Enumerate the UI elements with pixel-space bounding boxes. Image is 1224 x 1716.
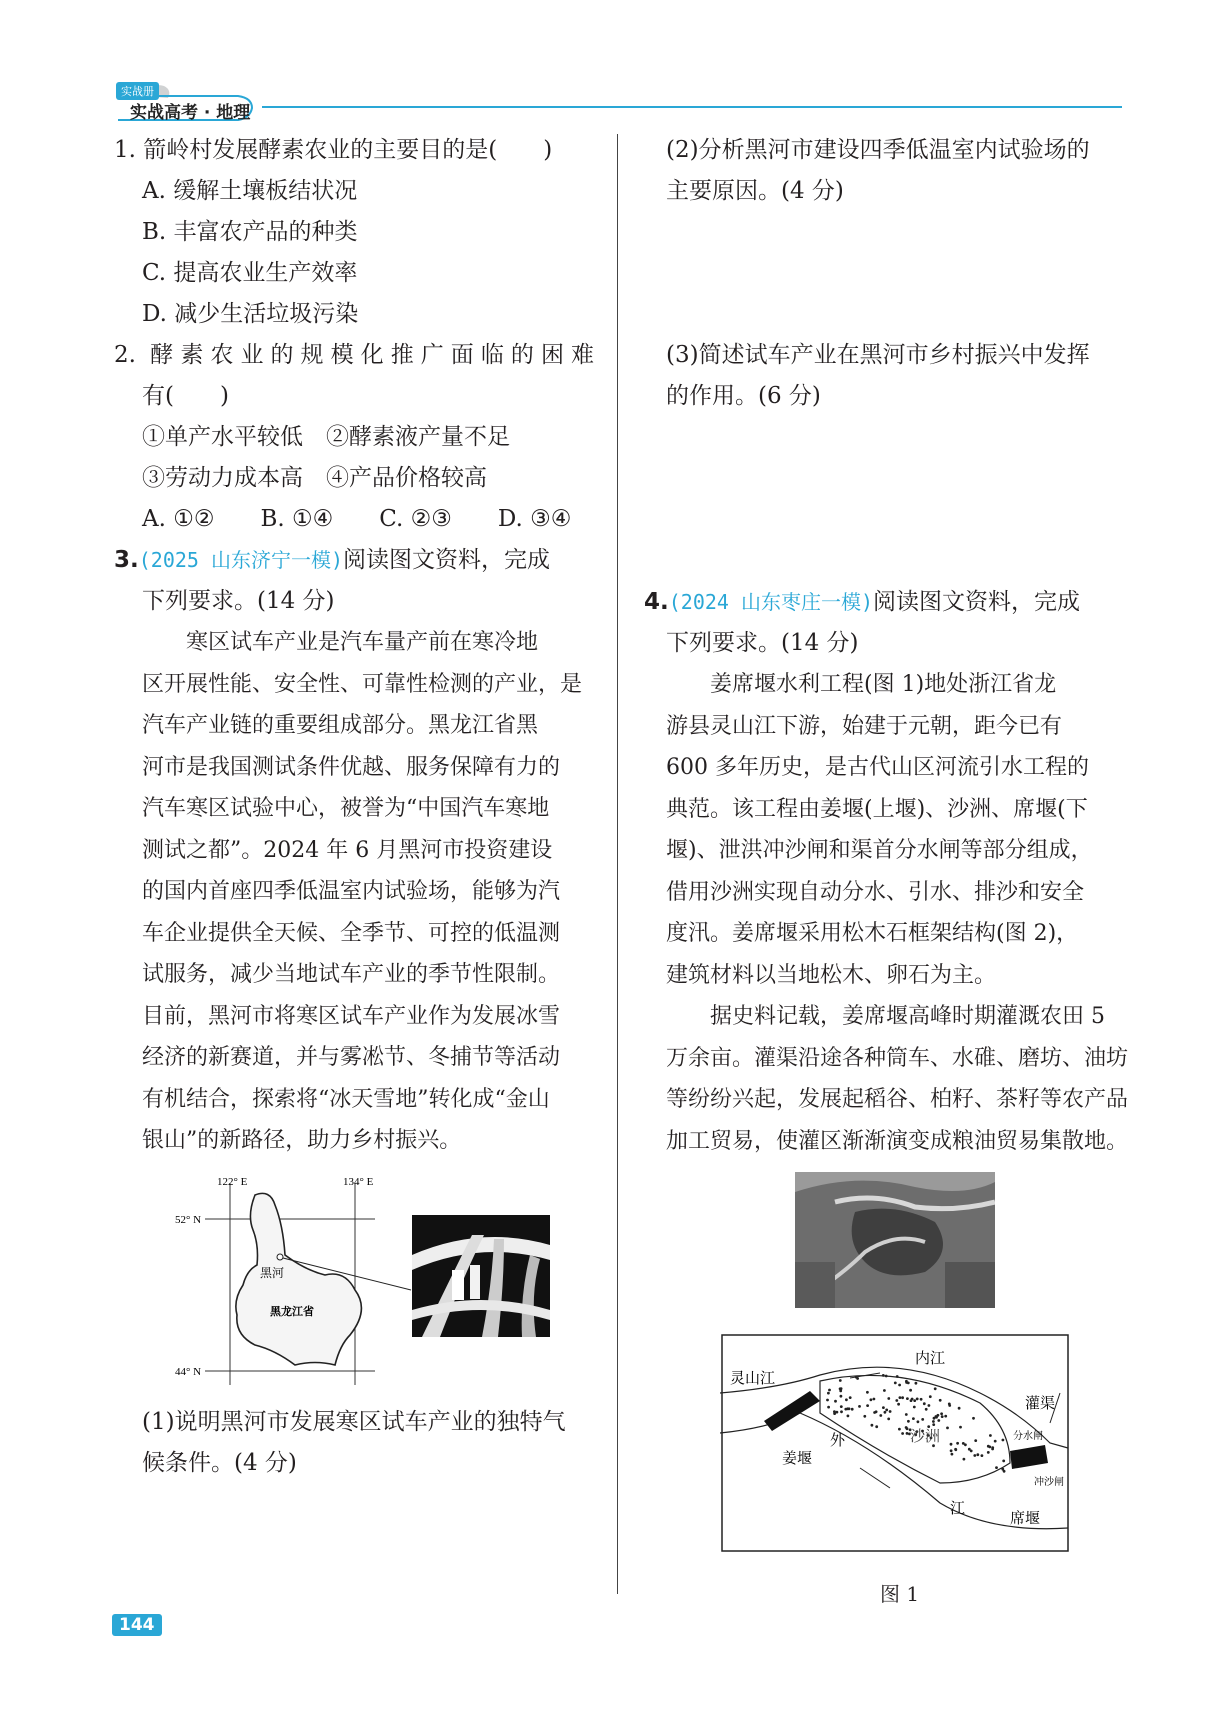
sand-dot	[901, 1396, 904, 1399]
q3-sub3	[644, 335, 1090, 417]
q2-stem-line1: 2. 酵素农业的规模化推广面临的困难	[114, 342, 594, 368]
q4-para1-line: 游县灵山江下游，始建于元朝，距今已有	[666, 713, 1063, 739]
sand-dot	[946, 1427, 949, 1430]
q3-stem-text: 阅读图文资料，完成	[343, 547, 551, 573]
sand-dot	[928, 1404, 931, 1407]
q3-source: (2025 山东济宁一模)	[138, 548, 344, 572]
sand-dot	[844, 1408, 847, 1411]
sand-dot	[884, 1411, 887, 1414]
sand-dot	[1003, 1470, 1006, 1473]
q3-para-line: 的国内首座四季低温室内试验场，能够为汽	[142, 879, 561, 904]
q1-option-d: D. 减少生活垃圾污染	[142, 301, 359, 327]
label-lingshan-river: 灵山江	[730, 1369, 776, 1387]
q3-sub2	[644, 130, 1124, 212]
sand-dot	[905, 1426, 908, 1429]
sand-dot	[834, 1400, 837, 1403]
q2-items-line1: ①单产水平较低 ②酵素液产量不足	[142, 424, 510, 450]
sand-dot	[937, 1419, 940, 1422]
sand-dot	[929, 1395, 932, 1398]
q1-stem: 1. 箭岭村发展酵素农业的主要目的是( )	[114, 137, 553, 163]
q4-number: 4.	[644, 589, 669, 615]
label-river-char: 江	[950, 1499, 966, 1517]
sand-dot	[916, 1398, 919, 1401]
sand-dot	[827, 1406, 830, 1409]
column-divider	[617, 134, 618, 1594]
label-xi-dam: 席堰	[1010, 1509, 1041, 1527]
sand-dot	[898, 1384, 901, 1387]
q3-sub1	[142, 1402, 566, 1484]
q3-para-line: 汽车寒区试验中心，被誉为“中国汽车寒地	[142, 796, 550, 821]
sand-dot	[956, 1442, 959, 1445]
sand-dot	[1002, 1460, 1005, 1463]
right-column	[644, 130, 1129, 1154]
sand-dot	[987, 1451, 990, 1454]
label-outer: 外	[830, 1431, 846, 1449]
sand-dot	[826, 1399, 829, 1402]
sand-dot	[906, 1397, 909, 1400]
sand-dot	[836, 1411, 839, 1414]
sand-dot	[948, 1404, 951, 1407]
sand-dot	[934, 1387, 937, 1390]
sand-dot	[840, 1410, 843, 1413]
page-header	[112, 80, 1122, 122]
sand-dot	[896, 1375, 899, 1378]
sand-dot	[885, 1409, 888, 1412]
sand-dot	[905, 1381, 908, 1384]
sand-dot	[950, 1443, 953, 1446]
q4-para2-line: 据史料记载，姜席堰高峰时期灌溉农田 5	[710, 1004, 1105, 1029]
q4-para1-line: 度汛。姜席堰采用松木石框架结构(图 2)，	[666, 921, 1079, 946]
sand-dot	[913, 1406, 916, 1409]
q3-stem-line1	[114, 540, 594, 581]
sand-dot	[940, 1412, 943, 1415]
sand-dot	[974, 1439, 977, 1442]
sand-dot	[899, 1396, 902, 1399]
sand-dot	[958, 1407, 961, 1410]
sand-dot	[839, 1379, 842, 1382]
sand-dot	[932, 1420, 935, 1423]
q3-para-line: 测试之都”。2024 年 6 月黑河市投资建设	[142, 837, 553, 863]
q4-para1-line: 姜席堰水利工程(图 1)地处浙江省龙	[710, 672, 1057, 697]
sand-dot	[882, 1374, 885, 1377]
q4-para1-line: 典范。该工程由姜堰(上堰)、沙洲、席堰(下	[666, 796, 1088, 822]
sand-dot	[951, 1453, 954, 1456]
sand-dot	[901, 1432, 904, 1435]
sand-dot	[962, 1442, 965, 1445]
sand-dot	[895, 1399, 898, 1402]
sand-dot	[923, 1402, 926, 1405]
map-lat-52: 52° N	[175, 1214, 202, 1226]
q4-para1-line: 建筑材料以当地松木、卵石为主。	[666, 962, 997, 988]
sand-dot	[887, 1397, 890, 1400]
sand-dot	[898, 1428, 901, 1431]
header-rule	[262, 106, 1122, 108]
q3-para-line: 河市是我国测试条件优越、服务保障有力的	[142, 754, 561, 780]
q3-para-line: 目前，黑河市将寒区试车产业作为发展冰雪	[142, 1003, 561, 1029]
map-lon-134: 134° E	[343, 1176, 374, 1188]
q3-sub2-line2: 主要原因。(4 分)	[666, 178, 844, 204]
q3-sub3-line1: (3)简述试车产业在黑河市乡村振兴中发挥	[666, 342, 1090, 368]
sand-dot	[894, 1382, 897, 1385]
sand-dot	[845, 1398, 848, 1401]
sand-dot	[959, 1426, 962, 1429]
q4	[644, 582, 1129, 1162]
sand-dot	[851, 1408, 854, 1411]
sand-dot	[875, 1410, 878, 1413]
sand-dot	[912, 1417, 915, 1420]
sand-dot	[939, 1399, 942, 1402]
sand-dot	[828, 1389, 831, 1392]
sand-dot	[897, 1403, 900, 1406]
q1-option-b: B. 丰富农产品的种类	[142, 219, 358, 245]
sand-dot	[858, 1405, 861, 1408]
q4-para2-line: 等纷纷兴起，发展起稻谷、柏籽、茶籽等农产品	[666, 1087, 1129, 1112]
q3-para-line: 寒区试车产业是汽车量产前在寒冷地	[186, 630, 539, 655]
sand-dot	[954, 1448, 957, 1451]
q4-para1-line: 堰)、泄洪冲沙闸和渠首分水闸等部分组成，	[666, 838, 1093, 863]
q3-number: 3.	[114, 547, 139, 573]
q3-sub2-line1: (2)分析黑河市建设四季低温室内试验场的	[666, 137, 1090, 163]
sand-dot	[906, 1432, 909, 1435]
q1-option-a: A. 缓解土壤板结状况	[142, 178, 358, 204]
label-flush-gate: 冲沙闸	[1034, 1477, 1064, 1488]
map-lon-122: 122° E	[217, 1176, 248, 1188]
q2-items-line2: ③劳动力成本高 ④产品价格较高	[142, 465, 487, 491]
sand-dot	[879, 1414, 882, 1417]
sand-dot	[887, 1418, 890, 1421]
q2-options: A. ①② B. ①④ C. ②③ D. ③④	[142, 506, 572, 532]
q4-stem-text: 阅读图文资料，完成	[873, 589, 1081, 615]
page-number: 144	[112, 1614, 162, 1636]
sand-dot	[873, 1398, 876, 1401]
figure-1-schematic	[720, 1333, 1070, 1553]
sand-dot	[883, 1389, 886, 1392]
header-tag: 实战册	[116, 82, 159, 100]
sand-dot	[921, 1418, 924, 1421]
sand-dot	[994, 1440, 997, 1443]
q3-stem-line2: 下列要求。(14 分)	[142, 588, 335, 614]
q3-sub1-line1: (1)说明黑河市发展寒区试车产业的独特气	[142, 1409, 566, 1435]
sand-dot	[833, 1410, 836, 1413]
label-jiang-dam: 姜堰	[782, 1449, 813, 1467]
q3-para-line: 银山”的新路径，助力乡村振兴。	[142, 1128, 462, 1153]
sand-dot	[920, 1398, 923, 1401]
label-diversion-gate: 分水闸	[1013, 1431, 1043, 1442]
sand-dot	[995, 1466, 998, 1469]
sand-dot	[917, 1420, 920, 1423]
sand-dot	[941, 1415, 944, 1418]
sand-dot	[981, 1454, 984, 1457]
sand-dot	[905, 1413, 908, 1416]
sand-dot	[987, 1445, 990, 1448]
sand-dot	[944, 1415, 947, 1418]
sand-dot	[889, 1410, 892, 1413]
sand-dot	[976, 1453, 979, 1456]
q4-stem-line2: 下列要求。(14 分)	[666, 630, 859, 656]
q3-para-line: 试服务，减少当地试车产业的季节性限制。	[142, 962, 561, 987]
sand-dot	[885, 1375, 888, 1378]
heihe-dot	[277, 1254, 283, 1260]
sand-dot	[989, 1434, 992, 1437]
q3-sub1-line2: 候条件。(4 分)	[142, 1450, 297, 1476]
label-canal: 灌渠	[1025, 1394, 1056, 1412]
sand-dot	[972, 1417, 975, 1420]
q4-para1-line: 借用沙洲实现自动分水、引水、排沙和安全	[666, 879, 1085, 905]
aerial-photo	[795, 1172, 995, 1308]
sand-dot	[950, 1449, 953, 1452]
sand-dot	[907, 1420, 910, 1423]
q3-para-line: 车企业提供全天候、全季节、可控的低温测	[142, 920, 561, 946]
sand-dot	[963, 1458, 966, 1461]
sand-dot	[827, 1392, 830, 1395]
sand-dot	[839, 1387, 842, 1390]
q2-stem-line2: 有( )	[142, 383, 229, 409]
sand-dot	[870, 1398, 873, 1401]
q3-para-line: 汽车产业链的重要组成部分。黑龙江省黑	[142, 713, 539, 738]
map-label-province: 黑龙江省	[270, 1305, 314, 1318]
q4-para1-line: 600 多年历史，是古代山区河流引水工程的	[666, 755, 1089, 780]
sand-dot	[915, 1382, 918, 1385]
label-sandbar: 沙洲	[910, 1427, 941, 1445]
header-title: 实战高考 · 地理	[130, 103, 251, 123]
sand-dot	[848, 1407, 851, 1410]
sand-dot	[849, 1396, 852, 1399]
sand-dot	[968, 1448, 971, 1451]
q4-para2-line: 加工贸易，使灌区渐渐演变成粮油贸易集散地。	[666, 1128, 1129, 1154]
sand-dot	[840, 1395, 843, 1398]
q3-sub3-line2: 的作用。(6 分)	[666, 383, 821, 409]
sand-dot	[875, 1425, 878, 1428]
sand-dot	[866, 1404, 869, 1407]
q1-option-c: C. 提高农业生产效率	[142, 260, 358, 286]
q4-stem-line1	[644, 582, 1124, 623]
sand-dot	[913, 1399, 916, 1402]
q4-source: (2024 山东枣庄一模)	[668, 590, 874, 614]
q3-para-line: 有机结合，探索将“冰天雪地”转化成“金山	[142, 1086, 550, 1112]
q4-para2-line: 万余亩。灌渠沿途各种筒车、水碓、磨坊、油坊	[666, 1045, 1129, 1071]
test-track-photo	[412, 1215, 550, 1337]
sand-dot	[863, 1415, 866, 1418]
sand-dot	[937, 1414, 940, 1417]
sand-dot	[991, 1448, 994, 1451]
sand-dot	[1002, 1439, 1005, 1442]
q3-para-line: 区开展性能、安全性、可靠性检测的产业，是	[142, 671, 583, 697]
sand-dot	[909, 1389, 912, 1392]
q3-para-line: 经济的新赛道，并与雾凇节、冬捕节等活动	[142, 1045, 561, 1070]
sand-dot	[882, 1406, 885, 1409]
map-label-heihe: 黑河	[260, 1266, 285, 1280]
sand-dot	[910, 1399, 913, 1402]
label-inner-river: 内江	[915, 1349, 946, 1367]
sand-dot	[871, 1424, 874, 1427]
sand-dot	[840, 1405, 843, 1408]
sand-dot	[932, 1423, 935, 1426]
map-lat-44: 44° N	[175, 1366, 202, 1378]
sand-dot	[866, 1391, 869, 1394]
sand-dot	[925, 1408, 928, 1411]
sand-dot	[973, 1454, 976, 1457]
sand-dot	[847, 1415, 850, 1418]
figure-1-caption: 图 1	[880, 1582, 920, 1606]
